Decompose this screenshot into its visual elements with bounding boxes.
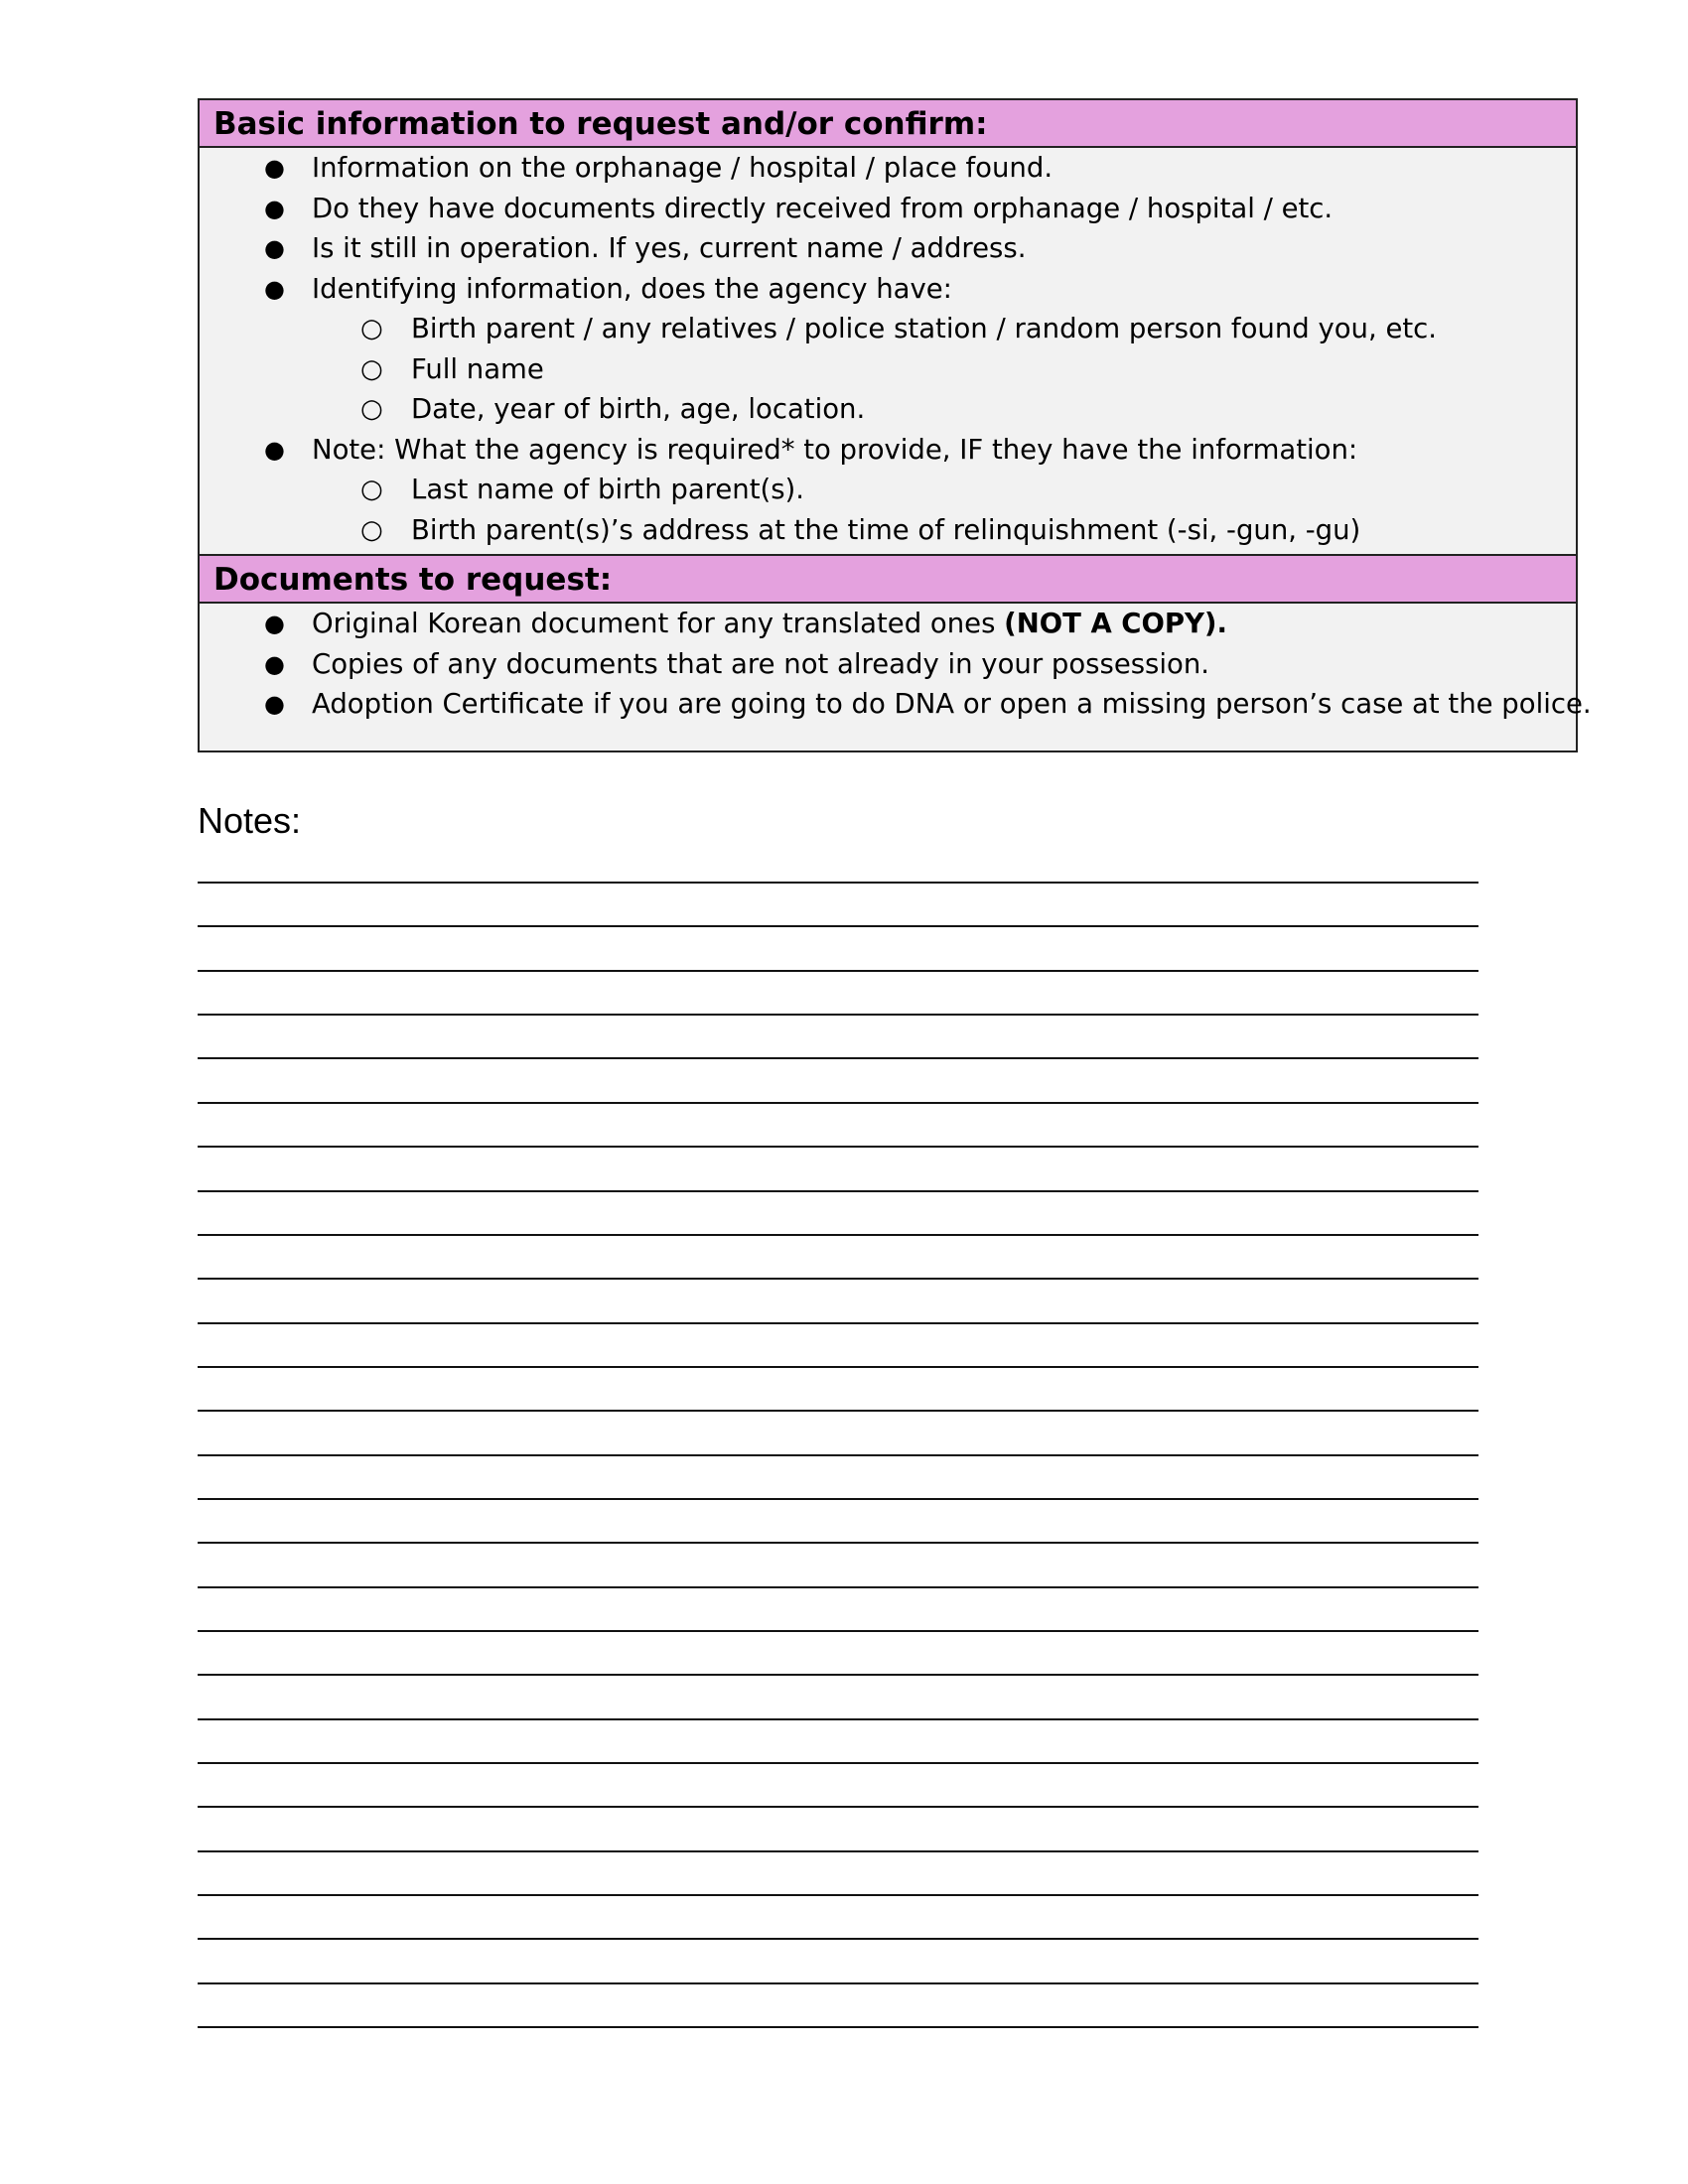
note-line	[198, 1894, 1478, 1896]
note-line	[198, 1057, 1478, 1059]
info-table	[198, 98, 1592, 752]
note-line	[198, 1498, 1478, 1500]
list-item: ● Do they have documents directly received from orphanage / hospital / etc.	[200, 189, 1576, 229]
circle-bullet-icon: ○	[360, 314, 383, 343]
note-line	[198, 1806, 1478, 1808]
note-line	[198, 1146, 1478, 1148]
note-line	[198, 1014, 1478, 1016]
bullet-icon: ●	[264, 154, 285, 182]
note-line	[198, 1322, 1478, 1324]
bullet-icon: ●	[264, 649, 285, 678]
note-line	[198, 1542, 1478, 1544]
note-line	[198, 970, 1478, 972]
sub-list-item: ○ Birth parent(s)’s address at the time of relinquishment (-si, -gun, -gu)	[200, 510, 1576, 551]
list-item: ● Information on the orphanage / hospital / place found.	[200, 148, 1576, 189]
note-line	[198, 1234, 1478, 1236]
note-line	[198, 1674, 1478, 1676]
bullet-icon: ●	[264, 690, 285, 718]
list-item: ● Note: What the agency is required* to provide, IF they have the information:	[200, 430, 1576, 471]
note-line	[198, 1190, 1478, 1192]
basic-info-list	[200, 148, 1576, 554]
note-line	[198, 1366, 1478, 1368]
note-line	[198, 1278, 1478, 1280]
note-line	[198, 2026, 1478, 2028]
bullet-icon: ●	[264, 435, 285, 464]
sub-list-item: ○ Last name of birth parent(s).	[200, 470, 1576, 510]
note-line	[198, 1586, 1478, 1588]
note-line	[198, 1454, 1478, 1456]
list-item: ● Identifying information, does the agency have:	[200, 269, 1576, 310]
section-header-basic-info: Basic information to request and/or confirm:	[200, 100, 1576, 148]
circle-bullet-icon: ○	[360, 514, 383, 545]
note-line	[198, 1630, 1478, 1632]
note-line	[198, 1718, 1478, 1720]
notes-title: Notes:	[198, 800, 302, 841]
list-item: ● Original Korean document for any translated ones (NOT A COPY).	[200, 604, 1576, 644]
note-line	[198, 1102, 1478, 1104]
sub-list-item: ○ Full name	[200, 349, 1576, 390]
circle-bullet-icon: ○	[360, 353, 383, 384]
circle-bullet-icon: ○	[360, 394, 383, 424]
note-line	[198, 1850, 1478, 1852]
bullet-icon: ●	[264, 274, 285, 303]
documents-list	[200, 604, 1592, 751]
emphasis-text: (NOT A COPY).	[1004, 608, 1227, 639]
bullet-icon: ●	[264, 194, 285, 222]
list-item: ● Adoption Certificate if you are going to do DNA or open a missing person’s case at the police.	[200, 684, 1576, 725]
list-item: ● Copies of any documents that are not already in your possession.	[200, 644, 1576, 685]
circle-bullet-icon: ○	[360, 475, 383, 504]
note-line	[198, 925, 1478, 927]
note-line	[198, 1410, 1478, 1412]
list-item: ● Is it still in operation. If yes, current name / address.	[200, 228, 1576, 269]
section-header-documents: Documents to request:	[200, 554, 1576, 604]
note-line	[198, 1938, 1478, 1940]
sub-list-item: ○ Date, year of birth, age, location.	[200, 389, 1576, 430]
note-line	[198, 882, 1478, 884]
bullet-icon: ●	[264, 234, 285, 262]
note-line	[198, 1982, 1478, 1984]
bullet-icon: ●	[264, 610, 285, 637]
note-line	[198, 1762, 1478, 1764]
sub-list-item: ○ Birth parent / any relatives / police station / random person found you, etc.	[200, 309, 1576, 349]
